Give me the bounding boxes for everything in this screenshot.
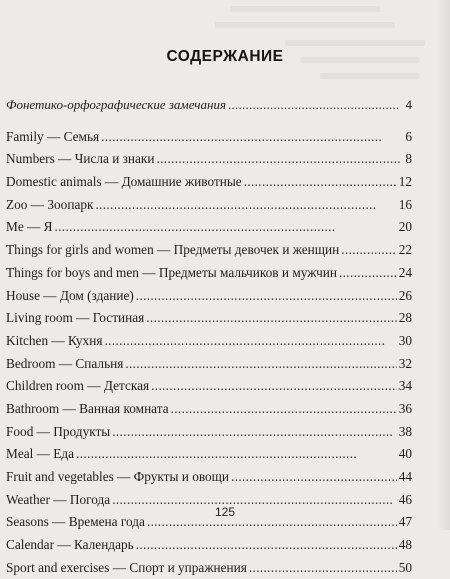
toc-entry[interactable] — [6, 216, 412, 239]
toc-entry[interactable] — [6, 194, 412, 217]
page-title: СОДЕРЖАНИЕ — [166, 48, 284, 65]
toc-entry[interactable] — [6, 353, 412, 376]
toc-entry-label: Living room — Гостиная — [6, 310, 145, 326]
toc-entry-label: Numbers — Числа и знаки — [6, 151, 155, 167]
toc-entry-label: Zoo — Зоопарк — [6, 196, 94, 212]
dot-leader — [104, 330, 396, 353]
toc-entry-page: 38 — [398, 423, 412, 439]
toc-entry[interactable] — [6, 398, 412, 421]
toc-entry[interactable] — [6, 307, 412, 330]
toc-entry-label: Weather — Погода — [6, 491, 111, 507]
dot-leader — [76, 443, 397, 466]
toc-entry-page: 4 — [405, 97, 412, 112]
toc-entry[interactable] — [6, 239, 412, 262]
toc-entry-page: 22 — [398, 242, 412, 258]
toc-entry-label: Sport and exercises — Спорт и упражнения — [6, 559, 247, 575]
toc-entry-label: Bedroom — Спальня — [6, 355, 124, 371]
dot-leader — [228, 94, 400, 117]
toc-entry-page: 36 — [398, 400, 412, 416]
toc-entry[interactable] — [6, 126, 412, 149]
toc-entry-page: 16 — [398, 196, 412, 212]
toc-entry-page: 46 — [398, 491, 412, 507]
toc-entry[interactable] — [6, 443, 412, 466]
dot-leader — [244, 171, 397, 194]
dot-leader — [151, 375, 397, 398]
toc-entry[interactable] — [6, 421, 412, 444]
dot-leader — [136, 285, 397, 308]
toc-entry-label: Me — Я — [6, 219, 53, 235]
toc-entry-page: 20 — [398, 219, 412, 235]
toc-entry-page: 44 — [398, 469, 412, 484]
dot-leader — [249, 557, 397, 579]
toc-entry-label: Things for girls and women — Предметы девочек и женщин — [6, 242, 340, 258]
toc-entry[interactable] — [6, 375, 412, 398]
dot-leader — [125, 353, 396, 376]
toc-entry-label: Kitchen — Кухня — [6, 332, 103, 348]
toc-entry-label: Family — Семья — [6, 128, 100, 144]
dot-leader — [171, 398, 397, 421]
dot-leader — [112, 421, 396, 444]
toc-entry-page: 47 — [398, 514, 412, 530]
toc-entry[interactable] — [6, 262, 412, 285]
toc-entry-label: House — Дом (здание) — [6, 287, 134, 303]
toc-entry-label: Фонетико-орфографические замечания — [6, 97, 226, 112]
toc-entry-label: Domestic animals — Домашние животные — [6, 174, 242, 190]
toc-entry-page: 6 — [405, 128, 412, 144]
toc-entry[interactable] — [6, 285, 412, 308]
dot-leader — [157, 148, 401, 171]
toc-entry-page: 48 — [398, 537, 412, 553]
toc-entry-label: Fruit and vegetables — Фрукты и овощи — [6, 469, 230, 484]
toc-entry-page: 24 — [398, 264, 412, 280]
page-number: 125 — [214, 505, 236, 519]
toc-entry-label: Meal — Еда — [6, 446, 75, 462]
toc-entry-page: 28 — [398, 310, 412, 326]
toc-entry-page: 8 — [405, 151, 412, 167]
dot-leader — [231, 466, 397, 489]
toc-entry-label: Calendar — Календарь — [6, 537, 134, 553]
toc-entry[interactable] — [6, 330, 412, 353]
toc-entry[interactable] — [6, 534, 412, 557]
dot-leader — [341, 239, 396, 262]
dot-leader — [146, 307, 396, 330]
toc-entry[interactable] — [6, 171, 412, 194]
dot-leader — [339, 262, 397, 285]
toc-entry-page: 30 — [398, 332, 412, 348]
toc-entry-page: 26 — [398, 287, 412, 303]
dot-leader — [95, 194, 396, 217]
toc-entry-label: Seasons — Времена года — [6, 514, 145, 530]
toc-entry[interactable] — [6, 94, 412, 117]
page-edge-shadow — [438, 0, 450, 530]
dot-leader — [55, 216, 397, 239]
toc-entry-page: 32 — [398, 355, 412, 371]
toc-entry[interactable] — [6, 557, 412, 579]
dot-leader — [101, 126, 400, 149]
toc-entry-label: Things for boys and men — Предметы мальчиков и мужчин — [6, 264, 337, 280]
toc-entry[interactable] — [6, 148, 412, 171]
toc-entry-page: 50 — [398, 559, 412, 575]
dot-leader — [136, 534, 397, 557]
toc-entry[interactable] — [6, 466, 412, 489]
toc-entry-page: 34 — [398, 378, 412, 394]
toc-entry-page: 40 — [398, 446, 412, 462]
toc-entry-label: Bathroom — Ванная комната — [6, 400, 169, 416]
toc-entry-page: 12 — [398, 174, 412, 190]
toc-entry-label: Food — Продукты — [6, 423, 111, 439]
toc-entry-label: Children room — Детская — [6, 378, 150, 394]
